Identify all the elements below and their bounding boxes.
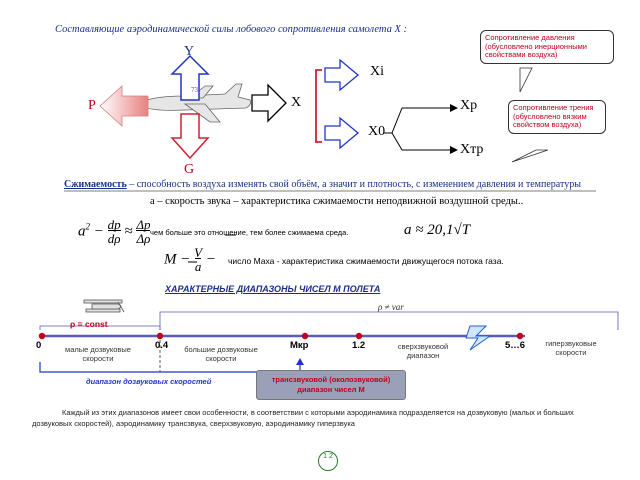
x0-arrow	[325, 118, 358, 148]
xi-label: Xi	[370, 64, 384, 79]
rho-const-label: ρ = const	[70, 319, 108, 329]
formula-mach: M − V a −	[164, 245, 216, 274]
label-high-subsonic: большие дозвуковые скорости	[184, 345, 258, 363]
gravity-label: G	[184, 162, 195, 177]
label-low-subsonic: малые дозвуковые скорости	[65, 345, 131, 363]
point-0: 0	[36, 340, 42, 351]
footer-text: Каждый из этих диапазонов имеет свои особенности, в соответствии с которыми аэродинамика подразделяется на дозвуковую (малых и больших дозвуковых скоростей), аэродинамику трансзвука, сверхзвуковую, аэродинамику гиперзвука	[32, 408, 574, 428]
compressibility-text: – способность воздуха изменять свой объём, а значит и плотность, с изменением давления и температуры	[126, 179, 581, 190]
compressibility-definition	[64, 179, 581, 190]
mach-note: число Маха - характеристика сжимаемости движущегося потока газа.	[228, 256, 504, 266]
biplane-icon	[84, 300, 124, 312]
page-number-badge: 1 2	[318, 451, 338, 471]
point-mkr: Мкр	[290, 340, 309, 351]
lift-label: Y	[184, 44, 195, 59]
xtr-label: Xтр	[460, 142, 484, 157]
xp-label: Xp	[460, 98, 478, 113]
rho-var-label: ρ ≠ var	[378, 302, 404, 312]
pressure-callout: Сопротивление давления (обусловлено инерционными свойствами воздуха)	[480, 30, 614, 64]
drag-p-label: P	[88, 98, 96, 113]
friction-callout: Сопротивление трения (обусловлено вязким свойством воздуха)	[508, 100, 606, 134]
compressibility-term: Сжимаемость	[64, 179, 127, 190]
point-56: 5…6	[505, 340, 526, 351]
formula-a2: $a^2$ − dp dρ ≈ Δp Δρ	[78, 217, 151, 246]
formula-a-value: a ≈ 20,1√T	[404, 222, 471, 238]
label-hypersonic: гиперзвуковые скорости	[545, 339, 597, 357]
label-supersonic: сверхзвуковой диапазон	[397, 342, 449, 360]
transonic-box: трансзвуковой (околозвуковой) диапазон чисел М	[256, 370, 406, 400]
gravity-arrow	[172, 114, 208, 158]
sound-note: чем больше это отношение, тем более сжимаема среда.	[150, 228, 349, 237]
point-12: 1.2	[352, 340, 366, 351]
x-total-label: X	[291, 95, 302, 110]
sound-speed-line: a – скорость звука – характеристика сжимаемости неподвижной воздушной среды..	[150, 196, 524, 207]
subsonic-range-label: диапазон дозвуковых скоростей	[86, 377, 212, 386]
point-04: 0.4	[155, 340, 169, 351]
xi-arrow	[325, 60, 358, 90]
scale-break-icon	[466, 326, 490, 350]
page-title: Составляющие аэродинамической силы лобового сопротивления самолета X :	[55, 24, 408, 35]
plane-marking: 73	[191, 86, 198, 94]
ranges-heading: ХАРАКТЕРНЫЕ ДИАПАЗОНЫ ЧИСЕЛ М ПОЛЕТА	[165, 284, 381, 294]
drag-arrow	[100, 86, 148, 126]
x-arrow	[252, 85, 286, 121]
x0-label: X0	[368, 124, 386, 139]
